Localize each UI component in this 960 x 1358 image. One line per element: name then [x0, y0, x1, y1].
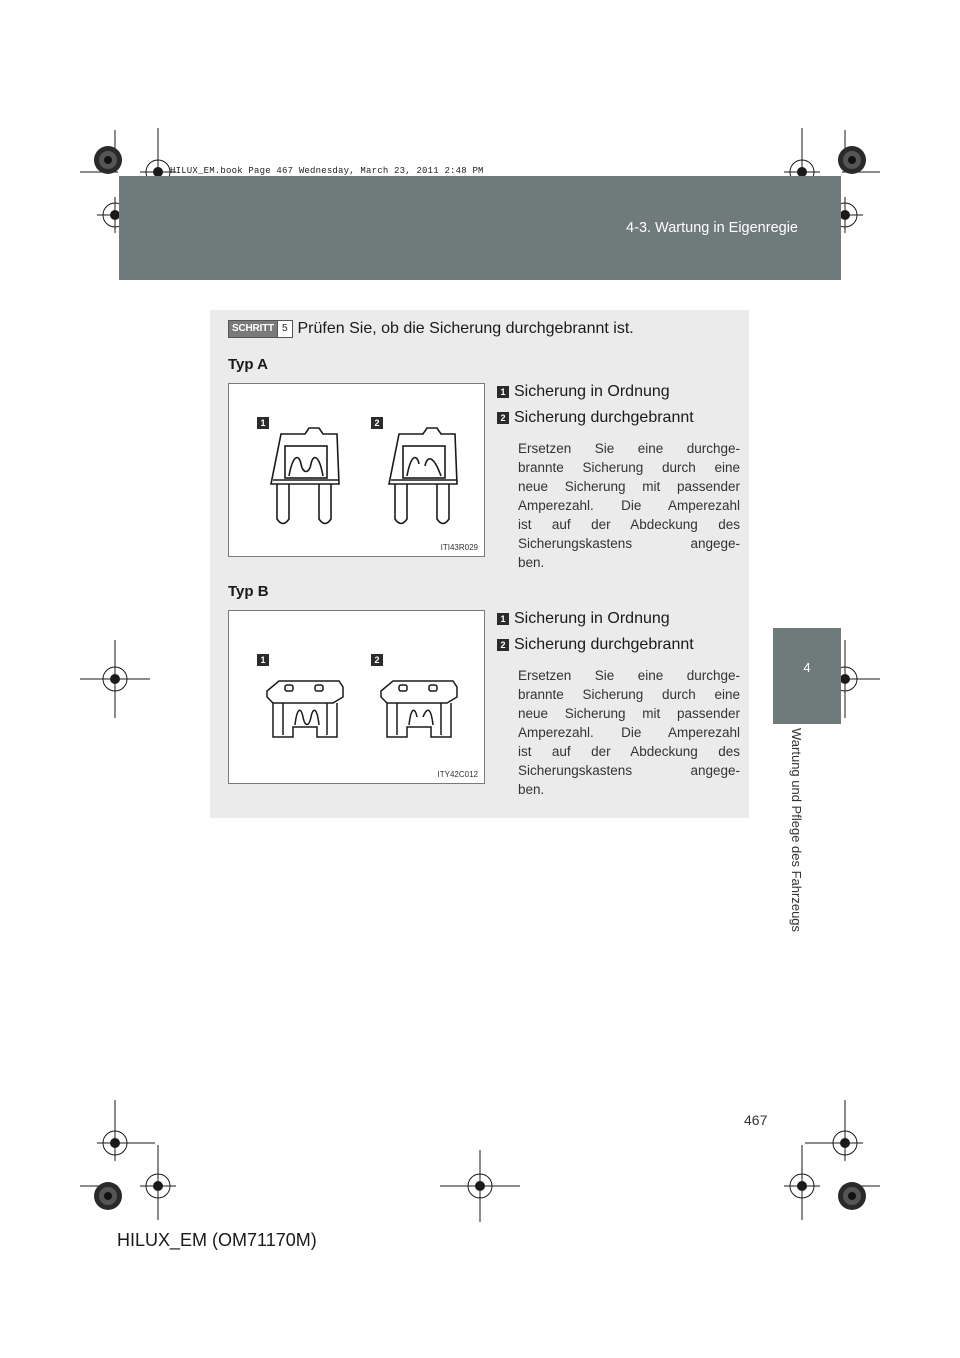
legend-item-blown: [497, 632, 743, 658]
chapter-number: 4: [803, 660, 811, 675]
paragraph-line: ist auf der Abdeckung des: [518, 744, 740, 759]
replacement-paragraph: [518, 666, 740, 799]
paragraph-line: neue Sicherung mit passender: [518, 479, 740, 494]
footer-model-code: HILUX_EM (OM71170M): [117, 1230, 317, 1250]
legend-marker: 1: [497, 613, 509, 625]
chapter-label: [783, 728, 813, 968]
step-number: 5: [277, 321, 292, 337]
page-number: 467: [744, 1112, 768, 1128]
fuse-good-icon: [271, 428, 339, 524]
paragraph-line: Sicherungskastens angege-: [518, 763, 740, 778]
starburst-mark-icon: [838, 146, 866, 174]
paragraph-line: Amperezahl. Die Amperezahl: [518, 498, 740, 513]
paragraph-line: Ersetzen Sie eine durchge-: [518, 441, 740, 456]
crosshair-target-icon: [440, 1150, 520, 1222]
crosshair-target-icon: [140, 1168, 176, 1204]
starburst-mark-icon: [94, 146, 122, 174]
paragraph-line: Ersetzen Sie eine durchge-: [518, 668, 740, 683]
step-instruction: [228, 318, 634, 340]
fuse-blown-icon: [389, 428, 457, 524]
figure-fuse-type-a: [228, 383, 485, 557]
section-title: 4-3. Wartung in Eigenregie: [626, 220, 798, 236]
fuse-blown-icon: [381, 681, 457, 737]
replacement-paragraph: [518, 439, 740, 572]
figure-code: ITY42C012: [437, 770, 478, 779]
book-stamp: HILUX_EM.book Page 467 Wednesday, March 23, 2011 2:48 PM: [170, 166, 484, 176]
legend-item-good: [497, 606, 743, 632]
paragraph-line: Sicherungskastens angege-: [518, 536, 740, 551]
chapter-tab: [773, 628, 841, 724]
legend-marker: 1: [497, 386, 509, 398]
chapter-label-text: Wartung und Pflege des Fahrzeugs: [789, 728, 804, 933]
crosshair-target-icon: [97, 1125, 133, 1161]
legend-text: Sicherung durchgebrannt: [514, 409, 694, 426]
marker-2: 2: [371, 417, 383, 429]
step-text: Prüfen Sie, ob die Sicherung durchgebrannt ist.: [297, 320, 634, 337]
crosshair-target-icon: [827, 1125, 863, 1161]
fuse-good-icon: [267, 681, 343, 737]
figure-code: ITI43R029: [440, 543, 478, 552]
legend-text: Sicherung durchgebrannt: [514, 636, 694, 653]
marker-1: 1: [257, 654, 269, 666]
legend-text: Sicherung in Ordnung: [514, 383, 670, 400]
paragraph-line: brannte Sicherung durch eine: [518, 687, 740, 702]
legend-typ-b: [497, 606, 743, 799]
paragraph-line: ist auf der Abdeckung des: [518, 517, 740, 532]
legend-marker: 2: [497, 639, 509, 651]
fuse-type-b-illustration: [263, 677, 463, 753]
legend-item-good: [497, 379, 743, 405]
crosshair-target-icon: [80, 640, 150, 718]
legend-text: Sicherung in Ordnung: [514, 610, 670, 627]
section-heading-typ-b: Typ B: [228, 583, 269, 600]
figure-fuse-type-b: [228, 610, 485, 784]
starburst-mark-icon: [838, 1182, 866, 1210]
section-heading-typ-a: Typ A: [228, 356, 268, 373]
marker-2: 2: [371, 654, 383, 666]
paragraph-line: neue Sicherung mit passender: [518, 706, 740, 721]
legend-marker: 2: [497, 412, 509, 424]
paragraph-line: Amperezahl. Die Amperezahl: [518, 725, 740, 740]
step-label: SCHRITT: [229, 321, 277, 337]
legend-item-blown: [497, 405, 743, 431]
paragraph-line: ben.: [518, 782, 545, 797]
paragraph-line: brannte Sicherung durch eine: [518, 460, 740, 475]
marker-1: 1: [257, 417, 269, 429]
fuse-type-a-illustration: [259, 424, 459, 534]
starburst-mark-icon: [94, 1182, 122, 1210]
crosshair-target-icon: [784, 1168, 820, 1204]
legend-typ-a: [497, 379, 743, 572]
paragraph-line: ben.: [518, 555, 545, 570]
step-badge: [228, 320, 293, 338]
